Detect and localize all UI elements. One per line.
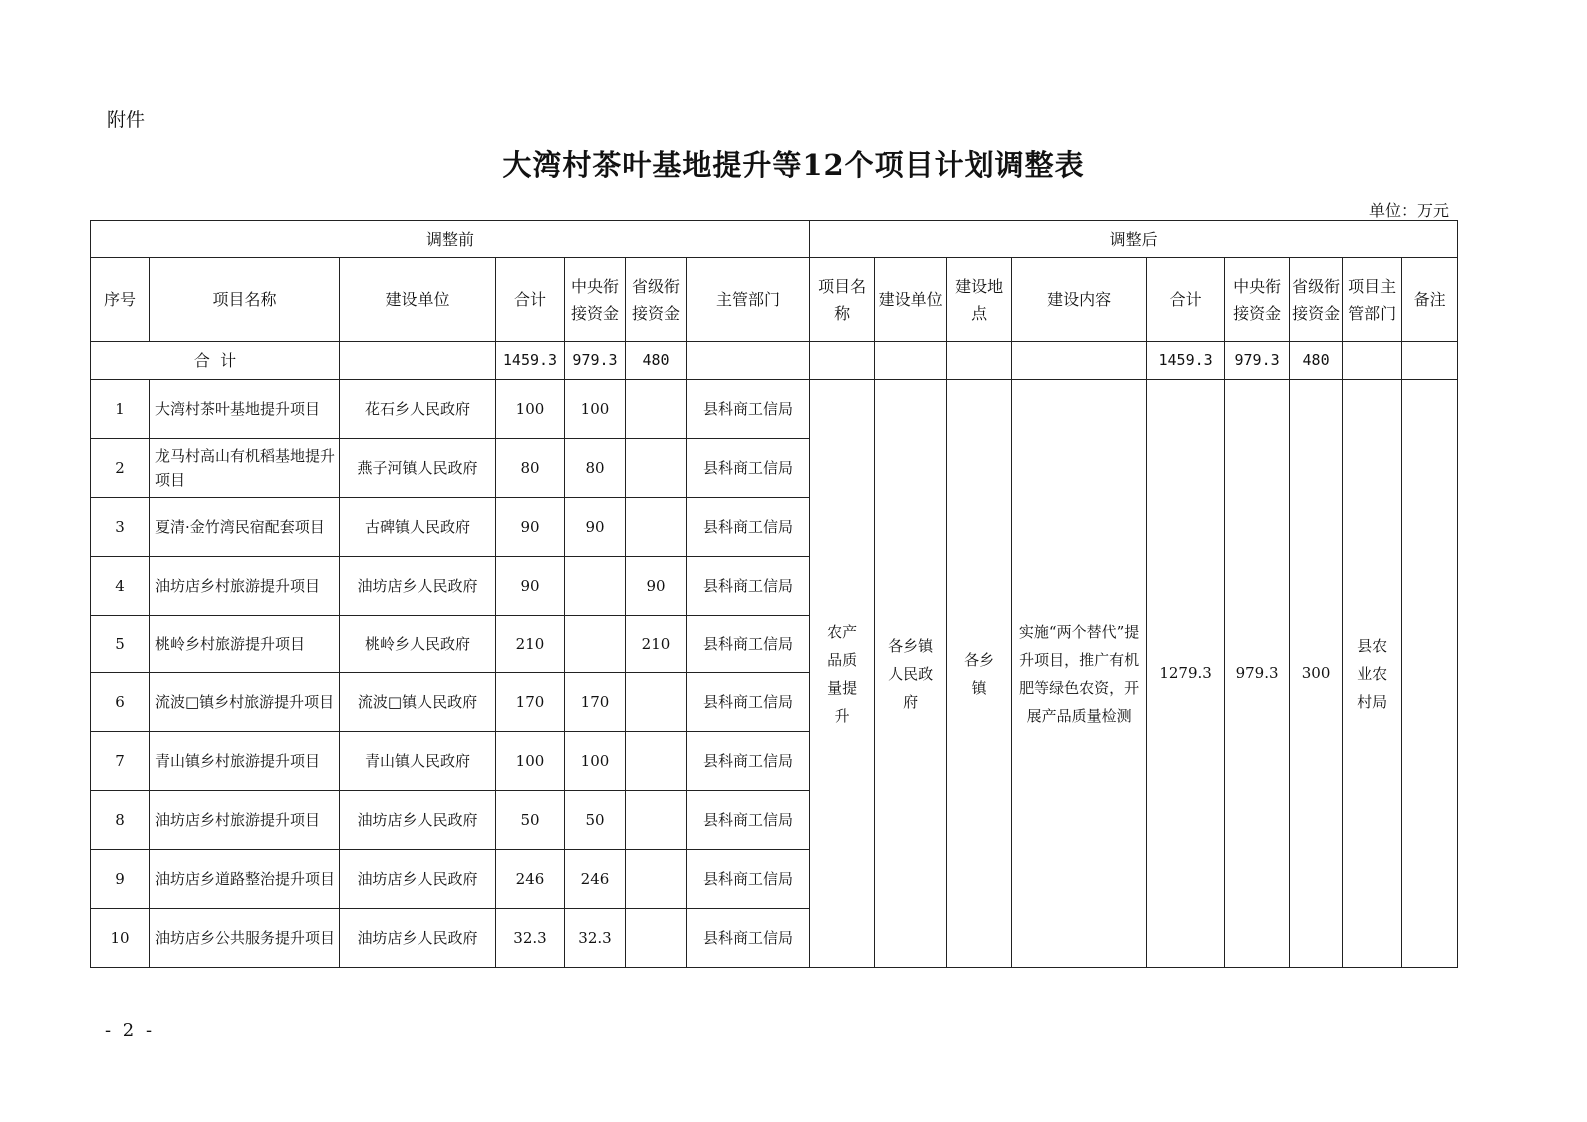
row-central: [565, 557, 626, 616]
totals-after-provincial: 480: [1290, 342, 1343, 380]
col-after-name: 项目名称: [810, 258, 875, 342]
after-project-name: [810, 380, 875, 968]
row-dept: 县科商工信局: [687, 791, 810, 850]
attachment-label: 附件: [107, 109, 146, 131]
after-project-name-text: 农产品质量提升: [827, 622, 858, 725]
row-project-name: 夏清·金竹湾民宿配套项目: [150, 498, 340, 557]
after-place-text: 各乡镇: [964, 650, 995, 697]
row-seq: 3: [91, 498, 150, 557]
row-total: 32.3: [496, 909, 565, 968]
totals-after-central: 979.3: [1225, 342, 1290, 380]
unit-label: 单位：万元: [1368, 201, 1449, 220]
totals-after-place-cell: [947, 342, 1012, 380]
row-unit: 桃岭乡人民政府: [340, 616, 496, 673]
row-project-name: 油坊店乡公共服务提升项目: [150, 909, 340, 968]
row-unit: 油坊店乡人民政府: [340, 850, 496, 909]
totals-after-note-cell: [1402, 342, 1458, 380]
col-after-provincial: 省级衔接资金: [1290, 258, 1343, 342]
row-seq: 1: [91, 380, 150, 439]
row-project-name: 油坊店乡村旅游提升项目: [150, 791, 340, 850]
col-after-place: 建设地点: [947, 258, 1012, 342]
totals-label: 合 计: [91, 342, 340, 380]
totals-total: 1459.3: [496, 342, 565, 380]
after-total: 1279.3: [1147, 380, 1225, 968]
col-central: 中央衔接资金: [565, 258, 626, 342]
row-seq: 6: [91, 673, 150, 732]
row-dept: 县科商工信局: [687, 732, 810, 791]
col-after-central: 中央衔接资金: [1225, 258, 1290, 342]
row-provincial: [626, 380, 687, 439]
row-dept: 县科商工信局: [687, 850, 810, 909]
row-unit: 花石乡人民政府: [340, 380, 496, 439]
col-after-note: 备注: [1402, 258, 1458, 342]
row-central: [565, 616, 626, 673]
col-after-unit: 建设单位: [875, 258, 947, 342]
row-dept: 县科商工信局: [687, 380, 810, 439]
row-unit: 油坊店乡人民政府: [340, 909, 496, 968]
row-central: 90: [565, 498, 626, 557]
row-central: 50: [565, 791, 626, 850]
row-total: 100: [496, 732, 565, 791]
col-after-total: 合计: [1147, 258, 1225, 342]
totals-dept-cell: [687, 342, 810, 380]
row-seq: 4: [91, 557, 150, 616]
col-unit: 建设单位: [340, 258, 496, 342]
row-seq: 2: [91, 439, 150, 498]
row-provincial: [626, 909, 687, 968]
row-seq: 5: [91, 616, 150, 673]
group-before-header: 调整前: [91, 221, 810, 258]
row-total: 90: [496, 557, 565, 616]
row-provincial: [626, 498, 687, 557]
row-unit: 青山镇人民政府: [340, 732, 496, 791]
after-content-text: 实施“两个替代”提升项目，推广有机肥等绿色农资，开展产品质量检测: [1018, 622, 1140, 725]
table-row: [91, 380, 1458, 439]
row-provincial: [626, 673, 687, 732]
page-number: - 2 -: [105, 1020, 156, 1041]
totals-central: 979.3: [565, 342, 626, 380]
col-total: 合计: [496, 258, 565, 342]
document-title: 大湾村茶叶基地提升等12个项目计划调整表: [502, 148, 1085, 182]
row-provincial: [626, 791, 687, 850]
after-place: [947, 380, 1012, 968]
row-central: 246: [565, 850, 626, 909]
totals-after-dept-cell: [1343, 342, 1402, 380]
row-total: 50: [496, 791, 565, 850]
totals-after-total: 1459.3: [1147, 342, 1225, 380]
row-total: 90: [496, 498, 565, 557]
row-total: 80: [496, 439, 565, 498]
row-project-name: 大湾村茶叶基地提升项目: [150, 380, 340, 439]
row-dept: 县科商工信局: [687, 673, 810, 732]
totals-after-name-cell: [810, 342, 875, 380]
after-unit: [875, 380, 947, 968]
after-central: 979.3: [1225, 380, 1290, 968]
row-dept: 县科商工信局: [687, 616, 810, 673]
row-seq: 10: [91, 909, 150, 968]
row-dept: 县科商工信局: [687, 909, 810, 968]
row-dept: 县科商工信局: [687, 557, 810, 616]
row-central: 100: [565, 380, 626, 439]
totals-unit-cell: [340, 342, 496, 380]
row-unit: 油坊店乡人民政府: [340, 557, 496, 616]
group-header-row: [91, 221, 1458, 258]
row-central: 80: [565, 439, 626, 498]
column-header-row: [91, 258, 1458, 342]
group-after-header: 调整后: [810, 221, 1458, 258]
row-unit: 油坊店乡人民政府: [340, 791, 496, 850]
col-dept: 主管部门: [687, 258, 810, 342]
row-provincial: 210: [626, 616, 687, 673]
after-dept: [1343, 380, 1402, 968]
col-provincial: 省级衔接资金: [626, 258, 687, 342]
row-provincial: [626, 439, 687, 498]
row-project-name: 桃岭乡村旅游提升项目: [150, 616, 340, 673]
row-project-name: 油坊店乡道路整治提升项目: [150, 850, 340, 909]
row-unit: 燕子河镇人民政府: [340, 439, 496, 498]
row-seq: 7: [91, 732, 150, 791]
totals-after-unit-cell: [875, 342, 947, 380]
row-project-name: 流波□镇乡村旅游提升项目: [150, 673, 340, 732]
row-project-name: 龙马村高山有机稻基地提升项目: [150, 439, 340, 498]
col-after-dept: 项目主管部门: [1343, 258, 1402, 342]
row-total: 246: [496, 850, 565, 909]
totals-after-content-cell: [1012, 342, 1147, 380]
row-total: 100: [496, 380, 565, 439]
row-provincial: 90: [626, 557, 687, 616]
after-dept-text: 县农业农村局: [1357, 636, 1388, 711]
row-unit: 古碑镇人民政府: [340, 498, 496, 557]
row-seq: 8: [91, 791, 150, 850]
row-unit: 流波□镇人民政府: [340, 673, 496, 732]
row-total: 210: [496, 616, 565, 673]
col-after-content: 建设内容: [1012, 258, 1147, 342]
row-project-name: 青山镇乡村旅游提升项目: [150, 732, 340, 791]
after-provincial: 300: [1290, 380, 1343, 968]
after-unit-text: 各乡镇人民政府: [888, 636, 934, 711]
after-content: [1012, 380, 1147, 968]
row-central: 100: [565, 732, 626, 791]
row-central: 32.3: [565, 909, 626, 968]
adjustment-table: [90, 220, 1458, 968]
row-dept: 县科商工信局: [687, 498, 810, 557]
col-name: 项目名称: [150, 258, 340, 342]
totals-row: [91, 342, 1458, 380]
row-total: 170: [496, 673, 565, 732]
row-provincial: [626, 732, 687, 791]
row-central: 170: [565, 673, 626, 732]
row-project-name: 油坊店乡村旅游提升项目: [150, 557, 340, 616]
row-dept: 县科商工信局: [687, 439, 810, 498]
totals-provincial: 480: [626, 342, 687, 380]
row-seq: 9: [91, 850, 150, 909]
col-seq: 序号: [91, 258, 150, 342]
row-provincial: [626, 850, 687, 909]
after-note: [1402, 380, 1458, 968]
